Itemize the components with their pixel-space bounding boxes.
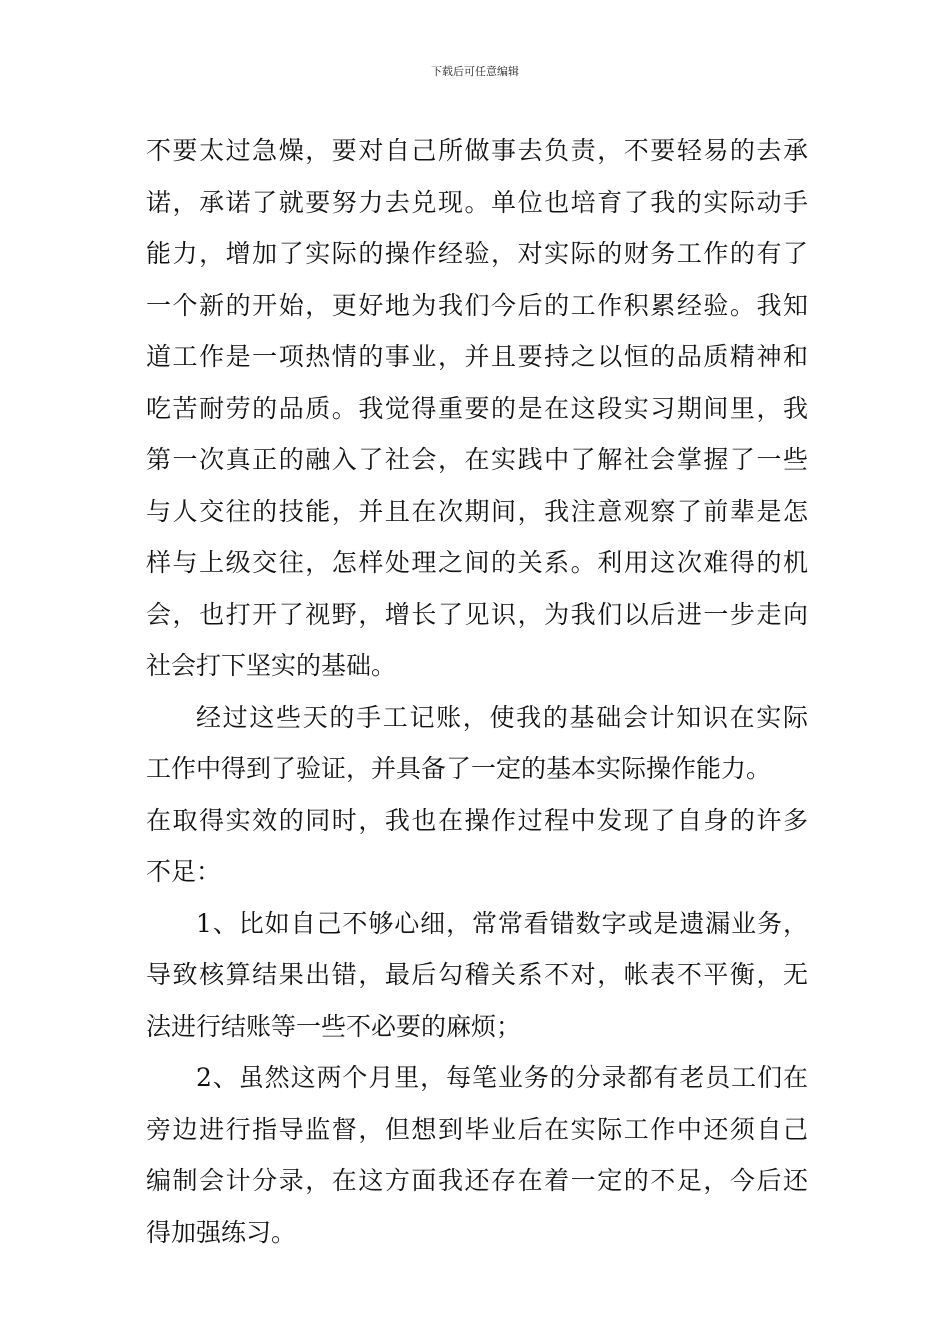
text-line: 经过这些天的手工记账，使我的基础会计知识在实际 [196, 702, 808, 732]
text-line: 2、虽然这两个月里，每笔业务的分录都有老员工们在 [196, 1063, 808, 1092]
text-line: 会，也打开了视野，增长了见识，为我们以后进一步走向 [146, 599, 808, 629]
text-line: 能力，增加了实际的操作经验，对实际的财务工作的有了 [146, 239, 808, 268]
text-line: 诺，承诺了就要努力去兑现。单位也培育了我的实际动手 [146, 187, 808, 217]
text-line: 在取得实效的同时，我也在操作过程中发现了自身的许多 [146, 805, 808, 835]
text-line: 编制会计分录，在这方面我还存在着一定的不足，今后还 [146, 1166, 808, 1195]
text-line: 1、比如自己不够心细，常常看错数字或是遗漏业务， [196, 908, 808, 938]
text-line: 与人交往的技能，并且在次期间，我注意观察了前辈是怎 [146, 496, 808, 526]
document-body [146, 128, 808, 1261]
text-line: 法进行结账等一些不必要的麻烦； [146, 1011, 522, 1041]
text-line: 第一次真正的融入了社会，在实践中了解社会掌握了一些 [146, 445, 808, 474]
text-line: 得加强练习。 [146, 1217, 297, 1247]
text-line: 吃苦耐劳的品质。我觉得重要的是在这段实习期间里，我 [146, 393, 808, 423]
text-line: 工作中得到了验证，并具备了一定的基本实际操作能力。 [146, 754, 772, 783]
text-line: 旁边进行指导监督，但想到毕业后在实际工作中还须自己 [146, 1114, 808, 1144]
text-line: 不足： [146, 857, 222, 886]
text-line: 不要太过急燥，要对自己所做事去负责，不要轻易的去承 [146, 136, 808, 165]
page-header: 下载后可任意编辑 [431, 65, 519, 78]
text-line: 道工作是一项热情的事业，并且要持之以恒的品质精神和 [146, 342, 808, 371]
text-line: 一个新的开始，更好地为我们今后的工作积累经验。我知 [146, 290, 808, 320]
text-line: 导致核算结果出错，最后勾稽关系不对，帐表不平衡，无 [146, 960, 808, 989]
text-line: 社会打下坚实的基础。 [146, 651, 397, 680]
text-line: 样与上级交往，怎样处理之间的关系。利用这次难得的机 [146, 548, 808, 577]
